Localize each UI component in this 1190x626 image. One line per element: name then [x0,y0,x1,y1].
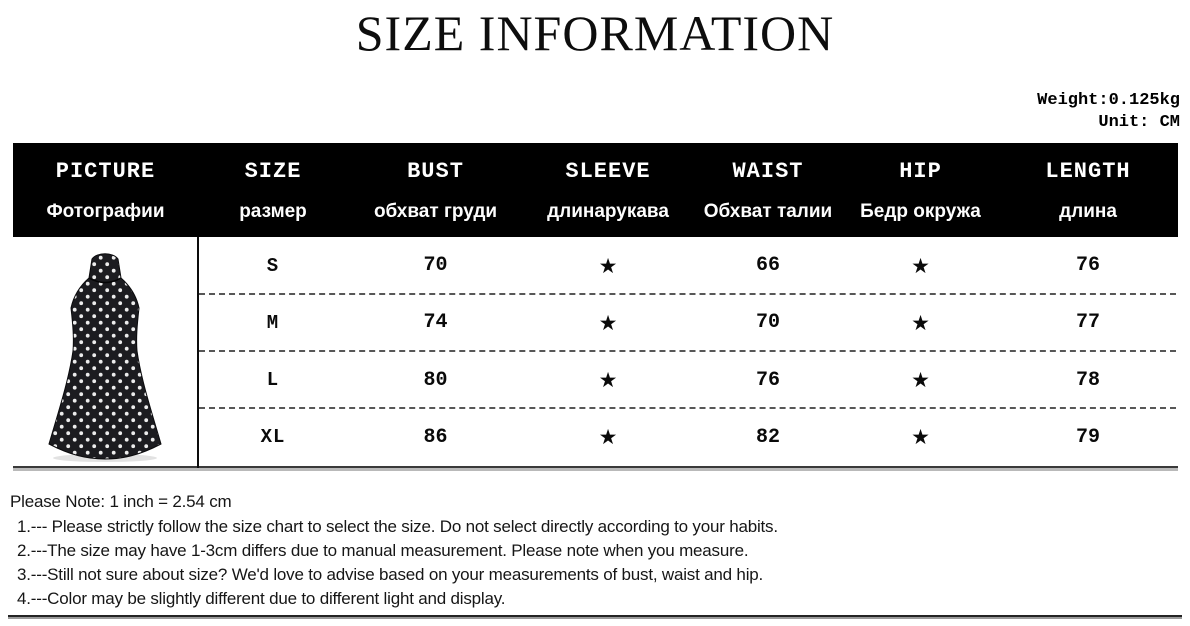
note-item-1: 1.--- Please strictly follow the size chart to select the size. Do not select directly according to your habits. [17,517,778,536]
table-header [13,143,1178,237]
notes-heading: Please Note: 1 inch = 2.54 cm [10,492,232,511]
product-photo-cell [13,237,198,466]
cell-hip-l star-icon: ★ [911,368,930,393]
cell-length-l: 78 [1075,368,1100,392]
header-length-ru: длина [1059,201,1117,222]
weight-label: Weight:0.125kg [1037,91,1180,110]
note-item-4: 4.---Color may be slightly different due to different light and display. [17,589,506,608]
header-waist-en: WAIST [732,159,804,184]
header-col-size [198,143,348,237]
cell-waist-m: 70 [755,311,780,335]
cell-hip-xl star-icon: ★ [911,425,930,450]
header-length-en: LENGTH [1045,159,1131,184]
notes-section [10,490,1180,611]
header-bust-ru: обхват груди [373,201,498,222]
header-col-waist [693,143,843,237]
cell-hip-m star-icon: ★ [911,310,930,335]
note-item-2: 2.---The size may have 1-3cm differs due to manual measurement. Please note when you measure. [17,541,749,560]
cell-sleeve-s star-icon: ★ [598,253,618,278]
header-picture-en: PICTURE [55,159,156,184]
cell-size-xl: XL [260,426,286,449]
row-divider-3 [199,407,1176,409]
cell-size-l: L [266,369,280,392]
unit-label: Unit: CM [1098,113,1180,132]
cell-length-xl: 79 [1075,425,1100,449]
header-sleeve-en: SLEEVE [565,159,651,184]
cell-sleeve-l star-icon: ★ [598,368,618,393]
header-picture-ru: Фотографии [46,201,165,222]
dress-photo [39,248,171,464]
dress-silhouette [49,254,161,459]
header-size-en: SIZE [244,159,302,184]
polka-dot-dress-image [39,248,171,464]
cell-bust-m: 74 [423,311,448,335]
cell-hip-s star-icon: ★ [911,253,930,278]
meta-info [1037,90,1180,134]
cell-size-m: M [266,311,280,334]
page-title: SIZE INFORMATION [355,5,835,61]
note-item-3: 3.---Still not sure about size? We'd love to advise based on your measurements of bust, waist and hip. [17,565,764,584]
cell-waist-s: 66 [755,254,780,278]
header-col-bust [348,143,523,237]
cell-size-s: S [266,254,280,277]
cell-bust-xl: 86 [423,425,448,449]
cell-waist-xl: 82 [755,425,780,449]
cell-bust-s: 70 [423,254,448,278]
header-col-sleeve [523,143,693,237]
size-table-body [13,237,1178,468]
picture-column-divider [197,237,199,468]
cell-bust-l: 80 [423,368,448,392]
cell-waist-l: 76 [755,368,780,392]
header-sleeve-ru: длинарукава [547,201,669,222]
row-divider-1 [199,293,1176,295]
cell-length-m: 77 [1075,311,1100,335]
cell-sleeve-m star-icon: ★ [598,310,618,335]
header-col-picture [13,143,198,237]
header-size-ru: размер [239,201,307,222]
cell-length-s: 76 [1075,254,1100,278]
bottom-divider [8,615,1182,617]
cell-sleeve-xl star-icon: ★ [598,425,618,450]
header-col-length [998,143,1178,237]
header-bust-en: BUST [407,159,464,184]
header-hip-ru: Бедр окружа [860,201,981,222]
row-divider-2 [199,350,1176,352]
header-waist-ru: Обхват талии [703,201,833,222]
header-col-hip [843,143,998,237]
header-hip-en: HIP [899,159,942,184]
